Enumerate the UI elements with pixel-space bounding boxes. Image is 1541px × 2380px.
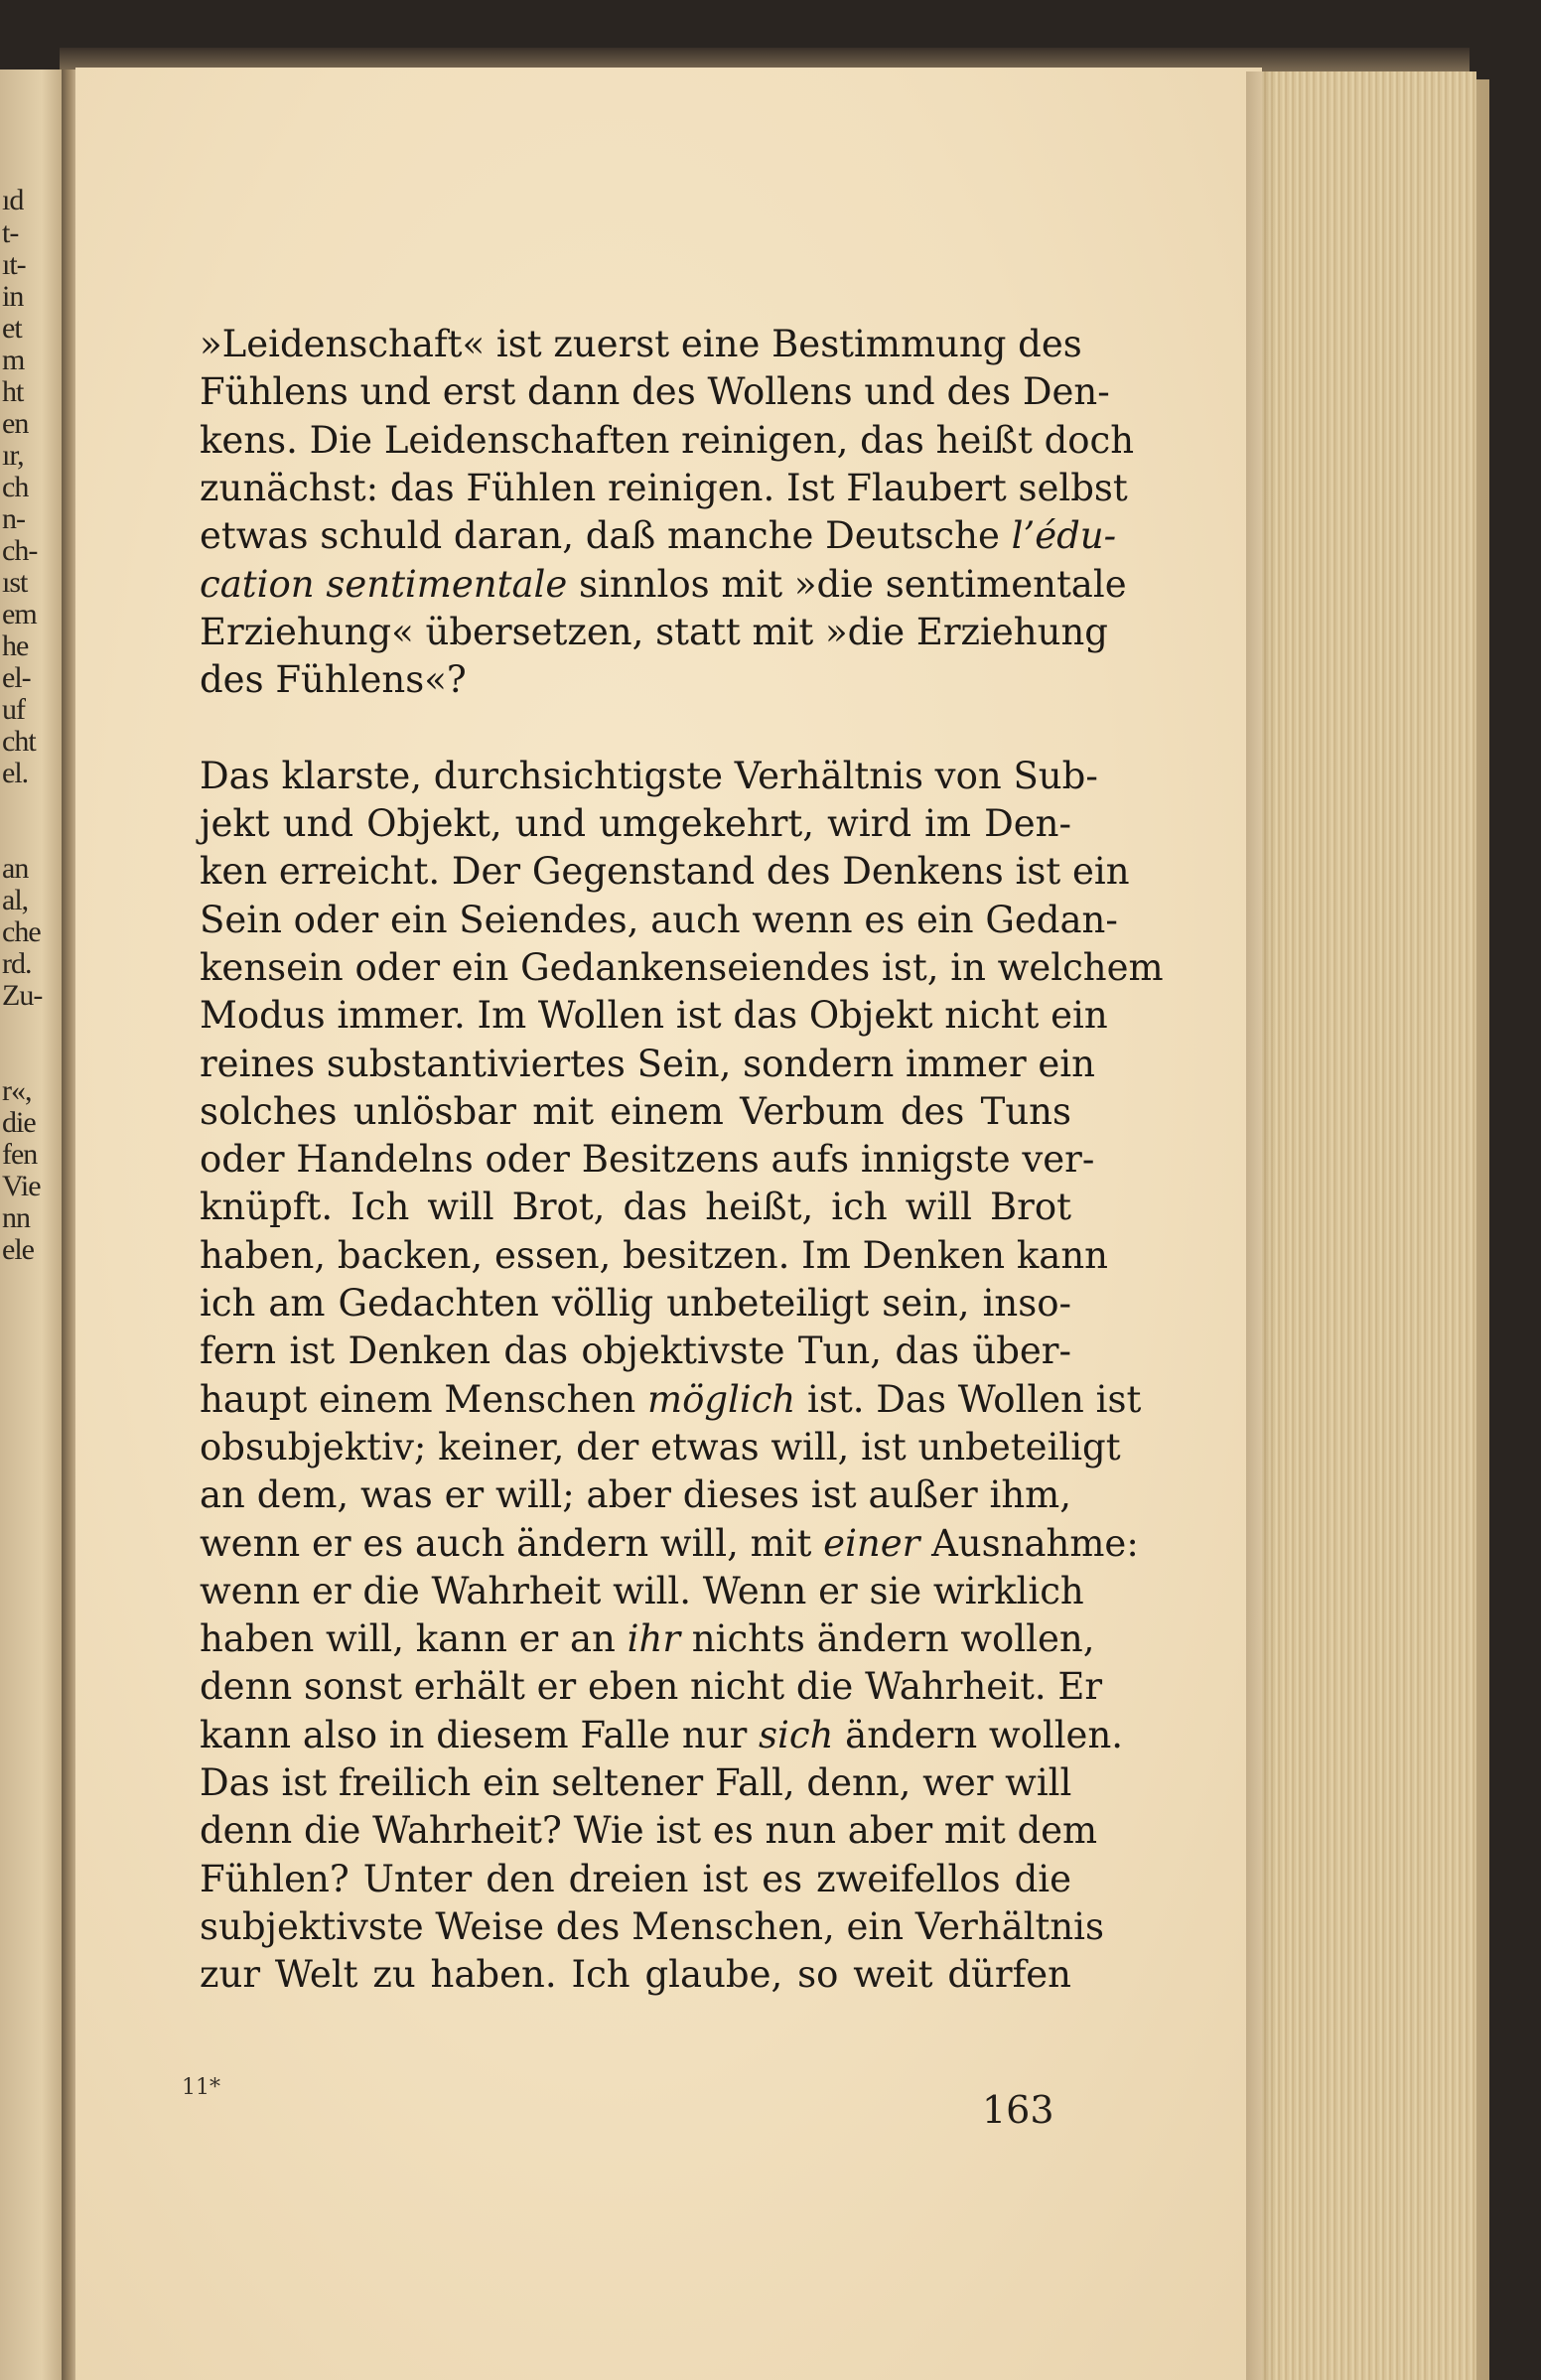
text-line: reines substantiviertes Sein, sondern immer ein: [200, 1042, 1095, 1085]
text-line: denn sonst erhält er eben nicht die Wahrheit. Er: [200, 1665, 1103, 1709]
previous-page-text-fragment: ch-: [2, 534, 38, 567]
previous-page-text-fragment: ır,: [2, 439, 24, 472]
text-line: obsubjektiv; keiner, der etwas will, ist unbeteiligt: [200, 1425, 1121, 1469]
previous-page-text-fragment: ch: [2, 471, 29, 503]
text-line: etwas schuld daran, daß manche Deutsche l’édu-: [200, 514, 1117, 558]
page-number: 163: [982, 2088, 1054, 2132]
text-line: solches unlösbar mit einem Verbum des Tuns: [200, 1089, 1071, 1133]
previous-page-text-fragment: in: [2, 280, 24, 313]
text-line: Fühlen? Unter den dreien ist es zweifellos die: [200, 1857, 1071, 1900]
previous-page-text-fragment: el.: [2, 757, 29, 789]
text-line: Erziehung« übersetzen, statt mit »die Erziehung: [200, 610, 1108, 653]
previous-page-text-fragment: ht: [2, 375, 24, 408]
text-line: Das klarste, durchsichtigste Verhältnis von Sub-: [200, 754, 1098, 797]
text-line: kensein oder ein Gedankenseiendes ist, in welchem: [200, 945, 1164, 989]
text-line: ken erreicht. Der Gegenstand des Denkens ist ein: [200, 850, 1130, 894]
previous-page-text-fragment: nn: [2, 1201, 30, 1234]
page-edges: [1253, 71, 1476, 2380]
previous-page-text-fragment: cht: [2, 725, 36, 758]
previous-page-text-fragment: el-: [2, 661, 31, 694]
text-line: kann also in diesem Falle nur sich ändern wollen.: [200, 1713, 1124, 1756]
previous-page-text-fragment: rd.: [2, 947, 32, 980]
previous-page-text-fragment: ele: [2, 1233, 34, 1266]
text-line: an dem, was er will; aber dieses ist außer ihm,: [200, 1473, 1071, 1517]
paragraph-gap: [200, 704, 1071, 752]
previous-page-text-fragment: fen: [2, 1138, 38, 1171]
previous-page-text-fragment: uf: [2, 693, 25, 726]
previous-page-text-fragment: en: [2, 407, 29, 440]
text-line: oder Handelns oder Besitzens aufs innigste ver-: [200, 1138, 1095, 1182]
text-line: haben, backen, essen, besitzen. Im Denken kann: [200, 1233, 1108, 1277]
text-line: knüpft. Ich will Brot, das heißt, ich will Brot: [200, 1186, 1071, 1229]
text-line: Modus immer. Im Wollen ist das Objekt nicht ein: [200, 994, 1108, 1038]
previous-page-text-fragment: et: [2, 312, 22, 345]
text-line: »Leidenschaft« ist zuerst eine Bestimmung des: [200, 323, 1082, 365]
previous-page-text-fragment: al,: [2, 884, 29, 916]
text-line: wenn er es auch ändern will, mit einer Ausnahme:: [200, 1521, 1139, 1565]
text-line: des Fühlens«?: [200, 658, 467, 702]
previous-page-text-fragment: die: [2, 1106, 36, 1139]
previous-page-edge: [0, 70, 70, 2380]
text-line: haupt einem Menschen möglich ist. Das Wollen ist: [200, 1377, 1142, 1421]
previous-page-text-fragment: che: [2, 915, 41, 948]
previous-page-text-fragment: n-: [2, 502, 25, 535]
previous-page-text-fragment: r«,: [2, 1074, 32, 1107]
text-line: zunächst: das Fühlen reinigen. Ist Flaubert selbst: [200, 466, 1128, 509]
page-edge-shadow: [1246, 71, 1276, 2380]
previous-page-text-fragment: Zu-: [2, 979, 43, 1012]
book-page: [75, 68, 1262, 2380]
previous-page-text-fragment: Vie: [2, 1170, 41, 1202]
text-line: zur Welt zu haben. Ich glaube, so weit dürfen: [200, 1953, 1071, 1997]
text-line: Das ist freilich ein seltener Fall, denn, wer will: [200, 1761, 1072, 1804]
signature-mark: 11*: [182, 2075, 220, 2100]
text-line: ich am Gedachten völlig unbeteiligt sein, inso-: [200, 1282, 1071, 1325]
text-line: Sein oder ein Seiendes, auch wenn es ein Gedan-: [200, 898, 1118, 941]
text-line: subjektivste Weise des Menschen, ein Verhältnis: [200, 1904, 1104, 1948]
previous-page-text-fragment: em: [2, 598, 37, 630]
text-line: kens. Die Leidenschaften reinigen, das heißt doch: [200, 418, 1135, 462]
previous-page-text-fragment: m: [2, 344, 25, 376]
text-line: haben will, kann er an ihr nichts ändern wollen,: [200, 1617, 1095, 1661]
previous-page-text-fragment: an: [2, 852, 29, 885]
previous-page-text-fragment: ıst: [2, 566, 28, 599]
previous-page-text-fragment: he: [2, 630, 29, 662]
text-line: Fühlens und erst dann des Wollens und des Den-: [200, 370, 1110, 414]
text-line: denn die Wahrheit? Wie ist es nun aber mit dem: [200, 1809, 1098, 1853]
previous-page-text-fragment: ıt-: [2, 248, 26, 281]
previous-page-text-fragment: ıd: [2, 184, 24, 216]
text-line: fern ist Denken das objektivste Tun, das über-: [200, 1330, 1071, 1373]
text-line: cation sentimentale sinnlos mit »die sentimentale: [200, 562, 1127, 606]
previous-page-text-fragment: t-: [2, 216, 19, 249]
text-line: jekt und Objekt, und umgekehrt, wird im Den-: [200, 802, 1071, 845]
text-line: wenn er die Wahrheit will. Wenn er sie wirklich: [200, 1569, 1084, 1612]
